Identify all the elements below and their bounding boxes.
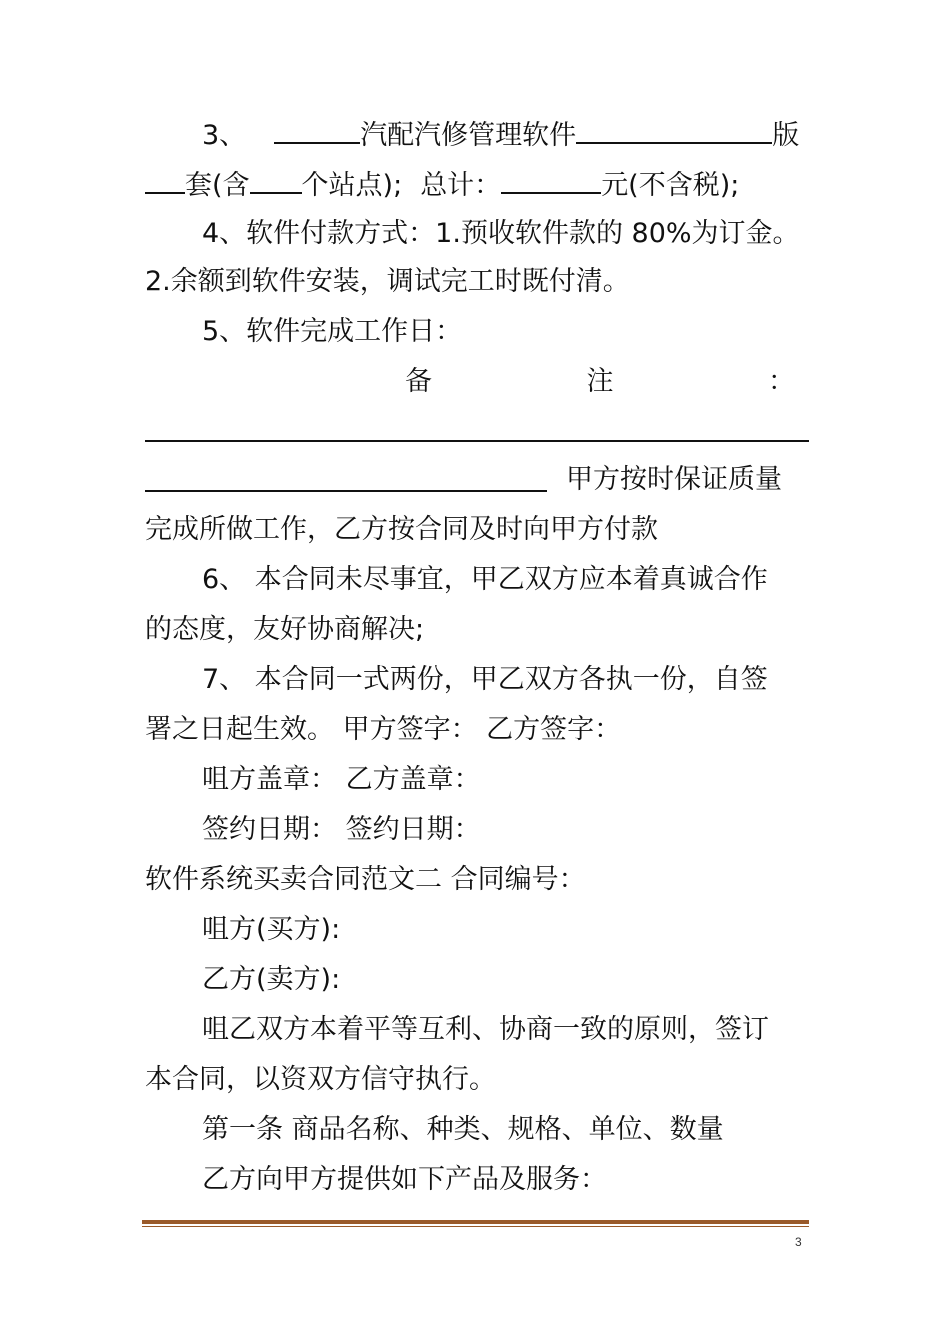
item3-currency: 元(不含税);	[601, 170, 740, 201]
remark-char-1: 备	[405, 366, 432, 397]
contract-title-line: 软件系统买卖合同范文二 合同编号：	[145, 864, 586, 895]
item3-sites: 个站点);	[301, 170, 403, 201]
footer-rule-thick	[142, 1220, 809, 1224]
blank-total	[501, 166, 601, 194]
principle-line2: 本合同，以资双方信守执行。	[145, 1064, 496, 1095]
item3-product: 汽配汽修管理软件	[360, 120, 577, 151]
item4-line2: 2.余额到软件安装，调试完工时既付清。	[145, 266, 630, 297]
remark-blank-line-1	[145, 440, 809, 442]
principle-line1: 咀乙双方本着平等互利、协商一致的原则，签订	[202, 1014, 769, 1045]
party-a: 咀方(买方):	[202, 914, 341, 945]
item3-edition-suffix: 版	[772, 120, 800, 151]
blank-edition	[576, 116, 772, 144]
page-number: 3	[795, 1235, 802, 1249]
item5: 5、软件完成工作日：	[202, 316, 463, 347]
supply-line: 乙方向甲方提供如下产品及服务：	[202, 1164, 607, 1195]
remark-heading	[405, 364, 795, 400]
remark-char-2: 注	[586, 366, 614, 397]
item6-line1: 6、 本合同未尽事宜，甲乙双方应本着真诚合作	[202, 564, 768, 595]
quality-line2: 完成所做工作，乙方按合同及时向甲方付款	[145, 514, 658, 545]
remark-row	[405, 364, 795, 400]
item3-line2	[145, 166, 809, 204]
quality-tail: 甲方按时保证质量	[566, 464, 782, 495]
seal-line: 咀方盖章： 乙方盖章：	[202, 764, 481, 795]
date-line: 签约日期： 签约日期：	[202, 814, 481, 845]
item3-line1	[202, 116, 809, 154]
party-b: 乙方(卖方):	[202, 964, 341, 995]
item7-line2: 署之日起生效。 甲方签字： 乙方签字：	[145, 714, 622, 745]
blank-before-product	[274, 116, 360, 144]
blank-sets	[145, 166, 185, 194]
item3-total-label: 总计：	[420, 170, 502, 201]
item3-sets: 套(含	[185, 170, 250, 201]
remark-blank-line-2	[145, 490, 547, 492]
footer-rule-thin	[142, 1226, 809, 1227]
blank-sites	[250, 166, 302, 194]
remark-colon: ：	[768, 366, 795, 397]
item7-line1: 7、 本合同一式两份，甲乙双方各执一份，自签	[202, 664, 768, 695]
article1-heading: 第一条 商品名称、种类、规格、单位、数量	[202, 1114, 724, 1145]
item3-prefix: 3、	[202, 120, 247, 151]
item4-line1: 4、软件付款方式：1.预收软件款的 80%为订金。	[202, 218, 800, 249]
item6-line2: 的态度，友好协商解决;	[145, 614, 425, 645]
